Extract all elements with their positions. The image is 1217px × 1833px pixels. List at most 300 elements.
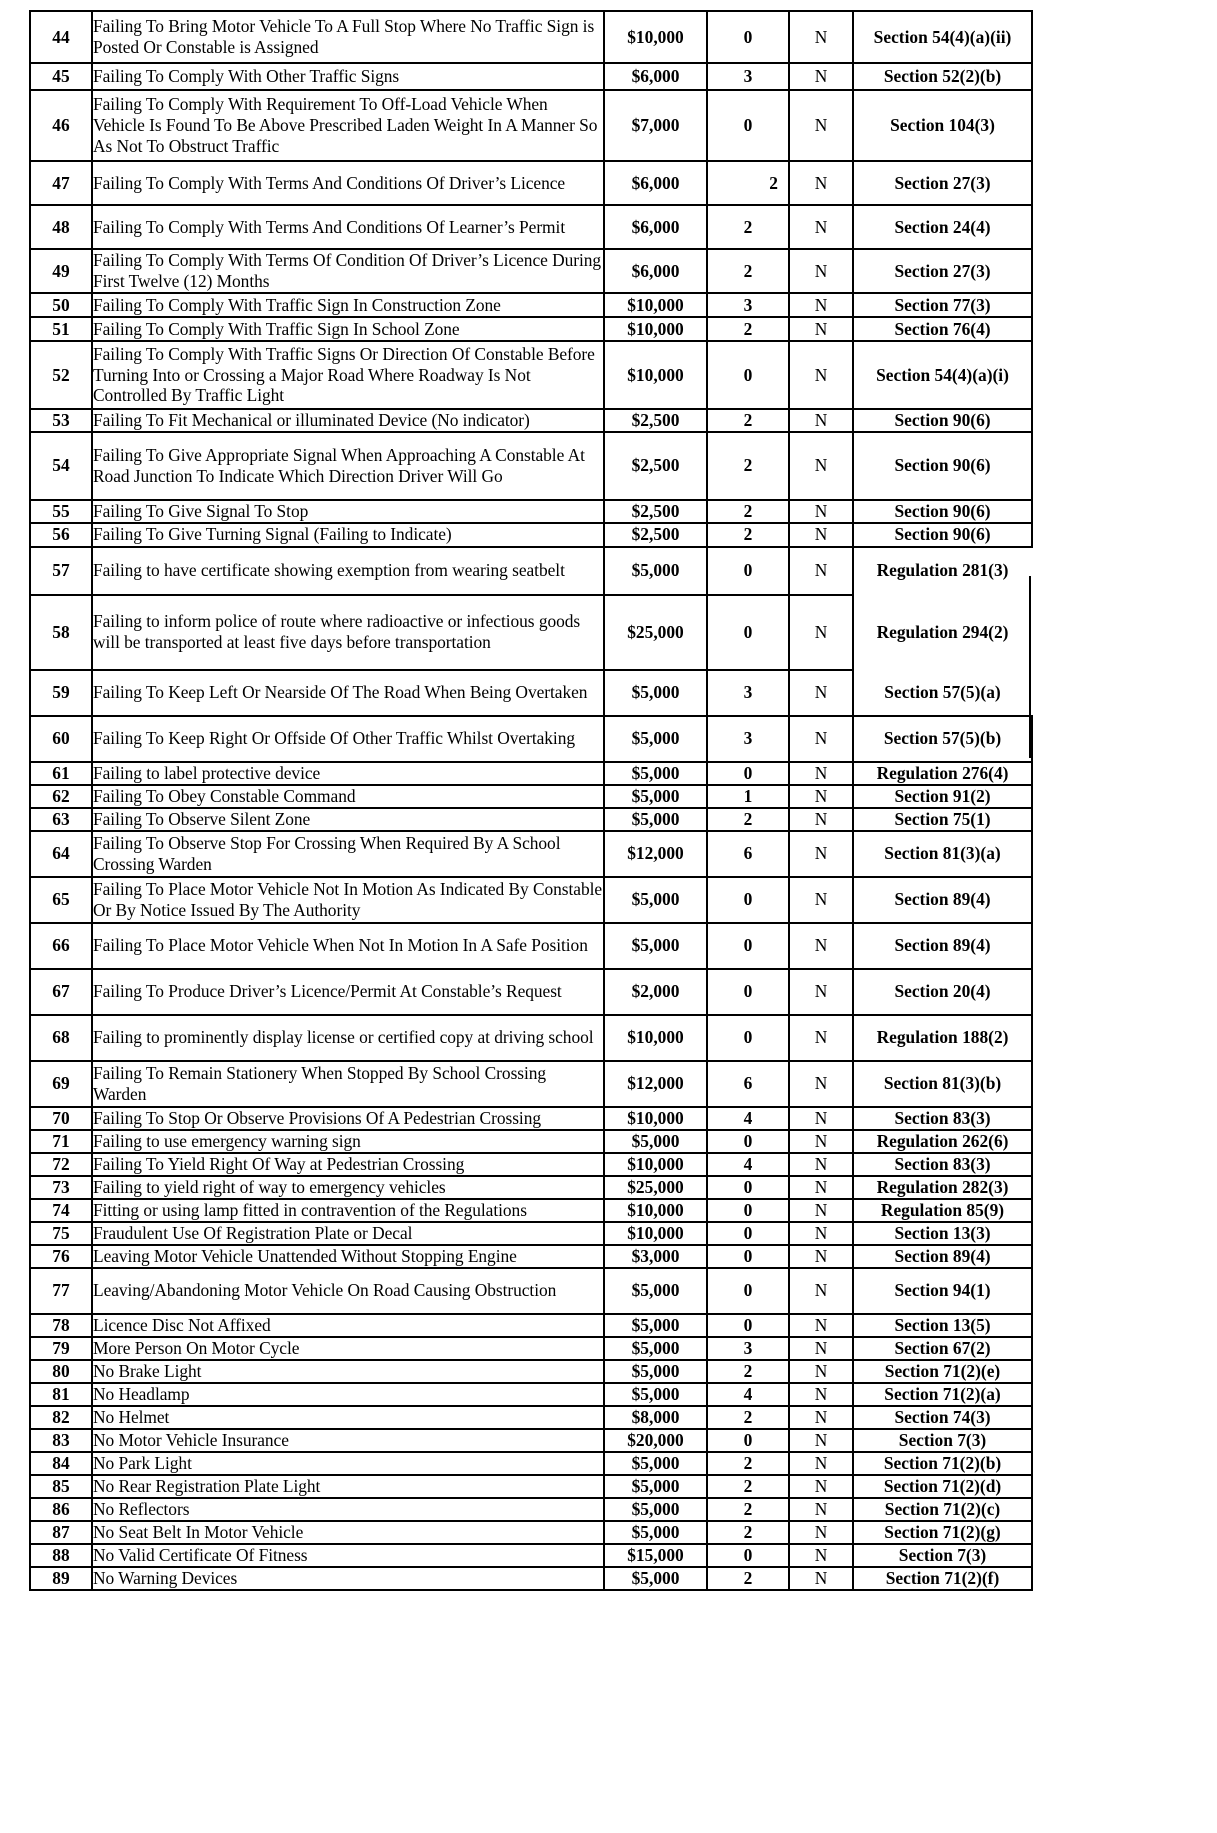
demerit-points-cell: 2	[707, 161, 789, 205]
table-row	[30, 1061, 1032, 1107]
offence-description-cell: Failing To Produce Driver’s Licence/Permit At Constable’s Request	[92, 969, 604, 1015]
custodial-flag-cell: N	[789, 595, 853, 670]
legal-reference-cell: Section 74(3)	[853, 1406, 1032, 1429]
row-number-cell: 72	[30, 1153, 92, 1176]
custodial-flag-cell: N	[789, 1567, 853, 1590]
row-number-cell: 79	[30, 1337, 92, 1360]
demerit-points-cell: 0	[707, 547, 789, 595]
legal-reference-cell: Section 71(2)(a)	[853, 1383, 1032, 1406]
demerit-points-cell: 6	[707, 1061, 789, 1107]
custodial-flag-cell: N	[789, 1107, 853, 1130]
offence-description-cell: No Reflectors	[92, 1498, 604, 1521]
fine-amount-cell: $2,500	[604, 432, 707, 500]
legal-reference-cell: Section 104(3)	[853, 90, 1032, 161]
legal-reference-cell: Section 71(2)(f)	[853, 1567, 1032, 1590]
legal-reference-cell: Section 13(3)	[853, 1222, 1032, 1245]
offence-description-cell: Failing to prominently display license or certified copy at driving school	[92, 1015, 604, 1061]
fine-amount-cell: $5,000	[604, 1475, 707, 1498]
offences-table-body	[30, 11, 1032, 1590]
demerit-points-cell: 0	[707, 1429, 789, 1452]
legal-reference-cell: Section 13(5)	[853, 1314, 1032, 1337]
offence-description-cell: Failing to use emergency warning sign	[92, 1130, 604, 1153]
demerit-points-cell: 0	[707, 1314, 789, 1337]
table-row	[30, 1429, 1032, 1452]
custodial-flag-cell: N	[789, 1153, 853, 1176]
legal-reference-cell: Section 81(3)(a)	[853, 831, 1032, 877]
row-number-cell: 58	[30, 595, 92, 670]
row-number-cell: 76	[30, 1245, 92, 1268]
fine-amount-cell: $6,000	[604, 161, 707, 205]
fine-amount-cell: $10,000	[604, 317, 707, 341]
table-row	[30, 1015, 1032, 1061]
custodial-flag-cell: N	[789, 831, 853, 877]
custodial-flag-cell: N	[789, 785, 853, 808]
demerit-points-cell: 0	[707, 1245, 789, 1268]
fine-amount-cell: $3,000	[604, 1245, 707, 1268]
row-number-cell: 62	[30, 785, 92, 808]
scan-artifact-edge	[1029, 576, 1031, 758]
demerit-points-cell: 0	[707, 1268, 789, 1314]
row-number-cell: 64	[30, 831, 92, 877]
custodial-flag-cell: N	[789, 11, 853, 63]
fine-amount-cell: $5,000	[604, 670, 707, 716]
demerit-points-cell: 3	[707, 63, 789, 90]
offence-description-cell: Failing To Comply With Traffic Signs Or Direction Of Constable Before Turning Into or Crossing a Major Road Where Roadway Is Not Controlled By Traffic Light	[92, 341, 604, 409]
offence-description-cell: Fitting or using lamp fitted in contravention of the Regulations	[92, 1199, 604, 1222]
row-number-cell: 61	[30, 762, 92, 785]
table-row	[30, 547, 1032, 595]
demerit-points-cell: 2	[707, 317, 789, 341]
fine-amount-cell: $5,000	[604, 785, 707, 808]
demerit-points-cell: 4	[707, 1107, 789, 1130]
row-number-cell: 78	[30, 1314, 92, 1337]
row-number-cell: 47	[30, 161, 92, 205]
demerit-points-cell: 0	[707, 1199, 789, 1222]
row-number-cell: 86	[30, 1498, 92, 1521]
offence-description-cell: Failing To Fit Mechanical or illuminated Device (No indicator)	[92, 409, 604, 432]
legal-reference-cell: Section 94(1)	[853, 1268, 1032, 1314]
row-number-cell: 57	[30, 547, 92, 595]
demerit-points-cell: 2	[707, 205, 789, 249]
table-row	[30, 670, 1032, 716]
table-row	[30, 1107, 1032, 1130]
table-row	[30, 90, 1032, 161]
table-row	[30, 161, 1032, 205]
legal-reference-cell: Section 27(3)	[853, 249, 1032, 293]
legal-reference-cell: Section 52(2)(b)	[853, 63, 1032, 90]
table-row	[30, 1153, 1032, 1176]
demerit-points-cell: 2	[707, 808, 789, 831]
fine-amount-cell: $5,000	[604, 1567, 707, 1590]
custodial-flag-cell: N	[789, 670, 853, 716]
demerit-points-cell: 0	[707, 877, 789, 923]
table-row	[30, 1498, 1032, 1521]
row-number-cell: 87	[30, 1521, 92, 1544]
row-number-cell: 74	[30, 1199, 92, 1222]
offence-description-cell: Fraudulent Use Of Registration Plate or Decal	[92, 1222, 604, 1245]
custodial-flag-cell: N	[789, 1061, 853, 1107]
fine-amount-cell: $5,000	[604, 1360, 707, 1383]
custodial-flag-cell: N	[789, 1475, 853, 1498]
custodial-flag-cell: N	[789, 317, 853, 341]
table-row	[30, 808, 1032, 831]
custodial-flag-cell: N	[789, 1498, 853, 1521]
offence-description-cell: No Warning Devices	[92, 1567, 604, 1590]
offence-description-cell: No Park Light	[92, 1452, 604, 1475]
offence-description-cell: No Motor Vehicle Insurance	[92, 1429, 604, 1452]
row-number-cell: 84	[30, 1452, 92, 1475]
legal-reference-cell: Section 67(2)	[853, 1337, 1032, 1360]
legal-reference-cell: Regulation 188(2)	[853, 1015, 1032, 1061]
fine-amount-cell: $10,000	[604, 11, 707, 63]
legal-reference-cell: Section 27(3)	[853, 161, 1032, 205]
row-number-cell: 48	[30, 205, 92, 249]
custodial-flag-cell: N	[789, 716, 853, 762]
offence-description-cell: Failing To Comply With Traffic Sign In School Zone	[92, 317, 604, 341]
custodial-flag-cell: N	[789, 161, 853, 205]
fine-amount-cell: $10,000	[604, 1107, 707, 1130]
legal-reference-cell: Section 75(1)	[853, 808, 1032, 831]
offences-table	[29, 10, 1033, 1591]
demerit-points-cell: 2	[707, 1452, 789, 1475]
custodial-flag-cell: N	[789, 500, 853, 523]
row-number-cell: 73	[30, 1176, 92, 1199]
table-row	[30, 1199, 1032, 1222]
table-row	[30, 969, 1032, 1015]
fine-amount-cell: $12,000	[604, 1061, 707, 1107]
fine-amount-cell: $5,000	[604, 1314, 707, 1337]
demerit-points-cell: 4	[707, 1383, 789, 1406]
row-number-cell: 89	[30, 1567, 92, 1590]
legal-reference-cell: Section 71(2)(b)	[853, 1452, 1032, 1475]
legal-reference-cell: Section 83(3)	[853, 1107, 1032, 1130]
table-row	[30, 63, 1032, 90]
custodial-flag-cell: N	[789, 1521, 853, 1544]
fine-amount-cell: $2,500	[604, 409, 707, 432]
legal-reference-cell: Section 54(4)(a)(i)	[853, 341, 1032, 409]
demerit-points-cell: 2	[707, 1360, 789, 1383]
demerit-points-cell: 2	[707, 500, 789, 523]
row-number-cell: 59	[30, 670, 92, 716]
demerit-points-cell: 3	[707, 716, 789, 762]
fine-amount-cell: $10,000	[604, 1153, 707, 1176]
demerit-points-cell: 0	[707, 1176, 789, 1199]
legal-reference-cell: Section 83(3)	[853, 1153, 1032, 1176]
fine-amount-cell: $5,000	[604, 547, 707, 595]
row-number-cell: 83	[30, 1429, 92, 1452]
offence-description-cell: Leaving Motor Vehicle Unattended Without Stopping Engine	[92, 1245, 604, 1268]
table-row	[30, 1130, 1032, 1153]
legal-reference-cell: Section 71(2)(e)	[853, 1360, 1032, 1383]
offence-description-cell: Failing To Comply With Requirement To Off-Load Vehicle When Vehicle Is Found To Be Above Prescribed Laden Weight In A Manner So As Not To Obstruct Traffic	[92, 90, 604, 161]
legal-reference-cell: Section 77(3)	[853, 293, 1032, 317]
fine-amount-cell: $8,000	[604, 1406, 707, 1429]
table-row	[30, 432, 1032, 500]
demerit-points-cell: 0	[707, 969, 789, 1015]
custodial-flag-cell: N	[789, 1222, 853, 1245]
row-number-cell: 75	[30, 1222, 92, 1245]
fine-amount-cell: $5,000	[604, 808, 707, 831]
custodial-flag-cell: N	[789, 877, 853, 923]
offence-description-cell: More Person On Motor Cycle	[92, 1337, 604, 1360]
table-row	[30, 249, 1032, 293]
demerit-points-cell: 2	[707, 249, 789, 293]
row-number-cell: 68	[30, 1015, 92, 1061]
legal-reference-cell: Section 24(4)	[853, 205, 1032, 249]
table-row	[30, 1383, 1032, 1406]
row-number-cell: 70	[30, 1107, 92, 1130]
fine-amount-cell: $10,000	[604, 1015, 707, 1061]
fine-amount-cell: $10,000	[604, 341, 707, 409]
fine-amount-cell: $10,000	[604, 293, 707, 317]
table-row	[30, 1452, 1032, 1475]
fine-amount-cell: $6,000	[604, 63, 707, 90]
offence-description-cell: Leaving/Abandoning Motor Vehicle On Road Causing Obstruction	[92, 1268, 604, 1314]
table-row	[30, 293, 1032, 317]
custodial-flag-cell: N	[789, 1015, 853, 1061]
offence-description-cell: Failing To Comply With Traffic Sign In Construction Zone	[92, 293, 604, 317]
table-row	[30, 1245, 1032, 1268]
row-number-cell: 85	[30, 1475, 92, 1498]
row-number-cell: 52	[30, 341, 92, 409]
table-row	[30, 785, 1032, 808]
row-number-cell: 55	[30, 500, 92, 523]
demerit-points-cell: 2	[707, 523, 789, 547]
demerit-points-cell: 0	[707, 90, 789, 161]
offence-description-cell: Failing To Place Motor Vehicle When Not In Motion In A Safe Position	[92, 923, 604, 969]
offence-description-cell: Failing To Keep Left Or Nearside Of The Road When Being Overtaken	[92, 670, 604, 716]
fine-amount-cell: $6,000	[604, 249, 707, 293]
custodial-flag-cell: N	[789, 1337, 853, 1360]
legal-reference-cell: Section 89(4)	[853, 923, 1032, 969]
table-row	[30, 1475, 1032, 1498]
legal-reference-cell: Section 90(6)	[853, 500, 1032, 523]
legal-reference-cell: Section 57(5)(b)	[853, 716, 1032, 762]
demerit-points-cell: 2	[707, 1475, 789, 1498]
legal-reference-cell: Section 76(4)	[853, 317, 1032, 341]
fine-amount-cell: $5,000	[604, 1268, 707, 1314]
offence-description-cell: Failing To Stop Or Observe Provisions Of A Pedestrian Crossing	[92, 1107, 604, 1130]
offence-description-cell: Licence Disc Not Affixed	[92, 1314, 604, 1337]
row-number-cell: 66	[30, 923, 92, 969]
demerit-points-cell: 3	[707, 1337, 789, 1360]
table-row	[30, 831, 1032, 877]
fine-amount-cell: $25,000	[604, 595, 707, 670]
legal-reference-cell: Regulation 85(9)	[853, 1199, 1032, 1222]
fine-amount-cell: $2,500	[604, 523, 707, 547]
fine-amount-cell: $6,000	[604, 205, 707, 249]
offence-description-cell: No Headlamp	[92, 1383, 604, 1406]
legal-reference-cell: Section 89(4)	[853, 1245, 1032, 1268]
legal-reference-cell: Section 7(3)	[853, 1429, 1032, 1452]
offence-description-cell: Failing To Place Motor Vehicle Not In Motion As Indicated By Constable Or By Notice Issued By The Authority	[92, 877, 604, 923]
legal-reference-cell: Section 90(6)	[853, 409, 1032, 432]
legal-reference-cell: Section 71(2)(c)	[853, 1498, 1032, 1521]
fine-amount-cell: $5,000	[604, 1337, 707, 1360]
legal-reference-cell: Section 90(6)	[853, 523, 1032, 547]
fine-amount-cell: $5,000	[604, 762, 707, 785]
table-row	[30, 1268, 1032, 1314]
demerit-points-cell: 2	[707, 432, 789, 500]
row-number-cell: 69	[30, 1061, 92, 1107]
table-row	[30, 341, 1032, 409]
custodial-flag-cell: N	[789, 249, 853, 293]
offence-description-cell: Failing To Give Appropriate Signal When Approaching A Constable At Road Junction To Indicate Which Direction Driver Will Go	[92, 432, 604, 500]
fine-amount-cell: $10,000	[604, 1199, 707, 1222]
row-number-cell: 88	[30, 1544, 92, 1567]
row-number-cell: 56	[30, 523, 92, 547]
fine-amount-cell: $10,000	[604, 1222, 707, 1245]
offence-description-cell: Failing To Comply With Terms And Conditions Of Learner’s Permit	[92, 205, 604, 249]
offence-description-cell: Failing to inform police of route where radioactive or infectious goods will be transported at least five days before transportation	[92, 595, 604, 670]
row-number-cell: 60	[30, 716, 92, 762]
demerit-points-cell: 0	[707, 341, 789, 409]
offence-description-cell: Failing To Remain Stationery When Stopped By School Crossing Warden	[92, 1061, 604, 1107]
offence-description-cell: Failing To Observe Silent Zone	[92, 808, 604, 831]
custodial-flag-cell: N	[789, 808, 853, 831]
table-row	[30, 409, 1032, 432]
table-row	[30, 1521, 1032, 1544]
fine-amount-cell: $5,000	[604, 1130, 707, 1153]
legal-reference-cell: Section 20(4)	[853, 969, 1032, 1015]
offence-description-cell: No Helmet	[92, 1406, 604, 1429]
custodial-flag-cell: N	[789, 205, 853, 249]
custodial-flag-cell: N	[789, 1314, 853, 1337]
legal-reference-cell: Section 81(3)(b)	[853, 1061, 1032, 1107]
offence-description-cell: No Seat Belt In Motor Vehicle	[92, 1521, 604, 1544]
legal-reference-cell: Section 54(4)(a)(ii)	[853, 11, 1032, 63]
custodial-flag-cell: N	[789, 1406, 853, 1429]
offence-description-cell: Failing To Give Turning Signal (Failing to Indicate)	[92, 523, 604, 547]
custodial-flag-cell: N	[789, 1199, 853, 1222]
fine-amount-cell: $7,000	[604, 90, 707, 161]
demerit-points-cell: 4	[707, 1153, 789, 1176]
demerit-points-cell: 0	[707, 11, 789, 63]
legal-reference-cell: Section 89(4)	[853, 877, 1032, 923]
legal-reference-cell: Section 7(3)	[853, 1544, 1032, 1567]
table-row	[30, 317, 1032, 341]
table-row	[30, 877, 1032, 923]
demerit-points-cell: 2	[707, 1498, 789, 1521]
table-row	[30, 523, 1032, 547]
custodial-flag-cell: N	[789, 90, 853, 161]
offence-description-cell: Failing To Bring Motor Vehicle To A Full Stop Where No Traffic Sign is Posted Or Constable is Assigned	[92, 11, 604, 63]
custodial-flag-cell: N	[789, 1130, 853, 1153]
demerit-points-cell: 6	[707, 831, 789, 877]
row-number-cell: 63	[30, 808, 92, 831]
custodial-flag-cell: N	[789, 1268, 853, 1314]
row-number-cell: 65	[30, 877, 92, 923]
offence-description-cell: Failing To Obey Constable Command	[92, 785, 604, 808]
demerit-points-cell: 1	[707, 785, 789, 808]
row-number-cell: 50	[30, 293, 92, 317]
offence-description-cell: Failing To Yield Right Of Way at Pedestrian Crossing	[92, 1153, 604, 1176]
table-row	[30, 716, 1032, 762]
table-row	[30, 1544, 1032, 1567]
demerit-points-cell: 2	[707, 1406, 789, 1429]
offence-description-cell: Failing To Keep Right Or Offside Of Other Traffic Whilst Overtaking	[92, 716, 604, 762]
offence-description-cell: Failing To Comply With Other Traffic Signs	[92, 63, 604, 90]
custodial-flag-cell: N	[789, 341, 853, 409]
custodial-flag-cell: N	[789, 409, 853, 432]
offence-description-cell: Failing To Give Signal To Stop	[92, 500, 604, 523]
row-number-cell: 67	[30, 969, 92, 1015]
custodial-flag-cell: N	[789, 432, 853, 500]
legal-reference-cell: Section 91(2)	[853, 785, 1032, 808]
demerit-points-cell: 0	[707, 1015, 789, 1061]
fine-amount-cell: $12,000	[604, 831, 707, 877]
table-row	[30, 1360, 1032, 1383]
legal-reference-cell: Regulation 276(4)	[853, 762, 1032, 785]
custodial-flag-cell: N	[789, 1452, 853, 1475]
demerit-points-cell: 0	[707, 1130, 789, 1153]
row-number-cell: 45	[30, 63, 92, 90]
row-number-cell: 46	[30, 90, 92, 161]
demerit-points-cell: 0	[707, 595, 789, 670]
demerit-points-cell: 2	[707, 1521, 789, 1544]
demerit-points-cell: 0	[707, 923, 789, 969]
fine-amount-cell: $5,000	[604, 1452, 707, 1475]
legal-reference-cell: Regulation 262(6)	[853, 1130, 1032, 1153]
fine-amount-cell: $5,000	[604, 1521, 707, 1544]
offence-description-cell: Failing To Comply With Terms Of Condition Of Driver’s Licence During First Twelve (12) Months	[92, 249, 604, 293]
demerit-points-cell: 3	[707, 293, 789, 317]
custodial-flag-cell: N	[789, 969, 853, 1015]
table-row	[30, 1314, 1032, 1337]
custodial-flag-cell: N	[789, 923, 853, 969]
legal-reference-cell: Regulation 281(3)	[853, 547, 1032, 595]
fine-amount-cell: $15,000	[604, 1544, 707, 1567]
demerit-points-cell: 0	[707, 1222, 789, 1245]
custodial-flag-cell: N	[789, 1360, 853, 1383]
table-row	[30, 923, 1032, 969]
custodial-flag-cell: N	[789, 63, 853, 90]
fine-amount-cell: $5,000	[604, 1498, 707, 1521]
row-number-cell: 53	[30, 409, 92, 432]
table-row	[30, 595, 1032, 670]
offence-description-cell: Failing to yield right of way to emergency vehicles	[92, 1176, 604, 1199]
row-number-cell: 49	[30, 249, 92, 293]
demerit-points-cell: 2	[707, 1567, 789, 1590]
legal-reference-cell: Section 71(2)(d)	[853, 1475, 1032, 1498]
fine-amount-cell: $5,000	[604, 1383, 707, 1406]
table-row	[30, 500, 1032, 523]
table-row	[30, 762, 1032, 785]
custodial-flag-cell: N	[789, 523, 853, 547]
table-row	[30, 1222, 1032, 1245]
table-row	[30, 205, 1032, 249]
row-number-cell: 44	[30, 11, 92, 63]
offence-description-cell: Failing to label protective device	[92, 762, 604, 785]
offence-description-cell: Failing To Comply With Terms And Conditions Of Driver’s Licence	[92, 161, 604, 205]
fine-amount-cell: $2,500	[604, 500, 707, 523]
custodial-flag-cell: N	[789, 547, 853, 595]
legal-reference-cell: Section 57(5)(a)	[853, 670, 1032, 716]
table-row	[30, 1337, 1032, 1360]
row-number-cell: 54	[30, 432, 92, 500]
custodial-flag-cell: N	[789, 1383, 853, 1406]
table-row	[30, 1176, 1032, 1199]
fine-amount-cell: $20,000	[604, 1429, 707, 1452]
table-row	[30, 11, 1032, 63]
custodial-flag-cell: N	[789, 762, 853, 785]
table-row	[30, 1567, 1032, 1590]
custodial-flag-cell: N	[789, 1429, 853, 1452]
custodial-flag-cell: N	[789, 1176, 853, 1199]
fine-amount-cell: $5,000	[604, 716, 707, 762]
fine-amount-cell: $5,000	[604, 923, 707, 969]
row-number-cell: 77	[30, 1268, 92, 1314]
